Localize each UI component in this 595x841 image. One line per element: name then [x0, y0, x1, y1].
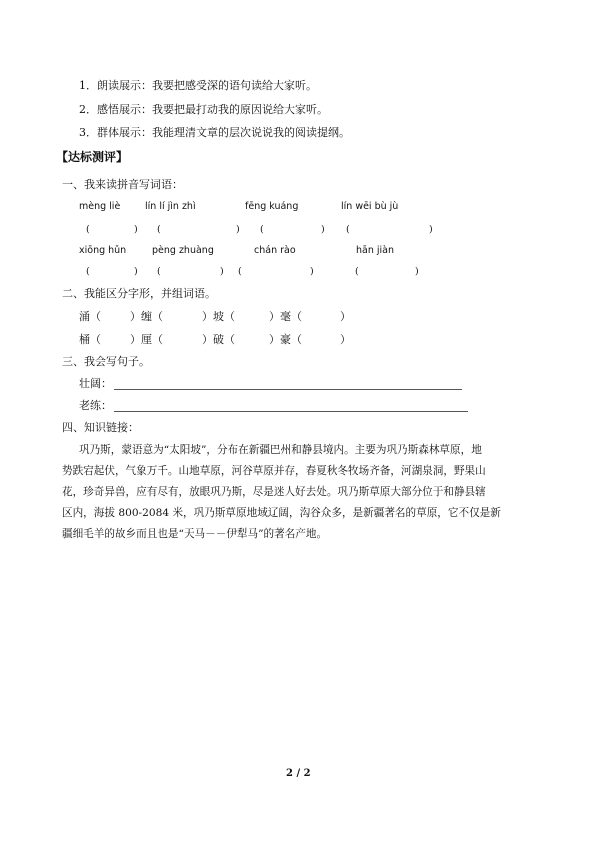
q2-word-3: ）坡（	[202, 310, 235, 323]
answer-blank-close: )	[220, 266, 224, 277]
q2-word-4: ）毫（	[269, 310, 302, 323]
answer-blank-open: (	[260, 224, 264, 235]
q2-word-1: 涌（	[79, 310, 101, 323]
pinyin-3: fēng kuáng	[245, 201, 299, 212]
answer-blank-close: )	[236, 224, 240, 235]
answer-blank-close: )	[429, 224, 433, 235]
paragraph-line-5: 疆细毛羊的故乡而且也是“天马－－伊犁马”的著名产地。	[62, 528, 328, 540]
paragraph-line-4: 区内，海拔 800-2084 米，巩乃斯草原地域辽阔，沟谷众多，是新疆著名的草原，它不仅是新	[62, 507, 501, 519]
sentence-label-2: 老练：	[79, 399, 112, 412]
paragraph-line-2: 势跌宕起伏，气象万千。山地草原，河谷草原并存，春夏秋冬牧场齐备，河湖泉洞，野果山	[62, 465, 486, 477]
pinyin-6: pèng zhuàng	[152, 245, 214, 256]
intro-item-2: 2．感悟展示：我要把最打动我的原因说给大家听。	[79, 103, 328, 116]
section-heading: 【达标测评】	[56, 150, 129, 164]
pinyin-1: mèng liè	[79, 201, 121, 212]
answer-blank-open: (	[355, 266, 359, 277]
q2-close: ）	[340, 333, 351, 346]
pinyin-4: lín wēi bù jù	[341, 201, 399, 212]
pinyin-5: xiōng hǔn	[79, 245, 127, 256]
answer-blank-close: )	[321, 224, 325, 235]
knowledge-paragraph	[62, 440, 501, 545]
q1-title: 一、我来读拼音写词语：	[62, 178, 183, 191]
answer-blank-open: (	[157, 266, 161, 277]
answer-blank-close: )	[415, 266, 419, 277]
q4-title: 四、知识链接：	[62, 421, 139, 434]
answer-blank-open: (	[346, 224, 350, 235]
answer-line-2[interactable]	[114, 411, 468, 412]
pinyin-7: chán rào	[254, 245, 296, 256]
intro-item-1: 1．朗读展示：我要把感受深的语句读给大家听。	[79, 79, 317, 92]
q3-title: 三、我会写句子。	[62, 355, 150, 368]
q2-word-5: 桶（	[79, 333, 101, 346]
intro-item-3: 3．群体展示：我能理清文章的层次说说我的阅读提纲。	[79, 126, 350, 139]
paragraph-line-1: 巩乃斯，蒙语意为“太阳坡”，分布在新疆巴州和静县境内。主要为巩乃斯森林草原，地	[79, 444, 482, 456]
q2-close: ）	[340, 310, 351, 323]
answer-blank-open: (	[238, 266, 242, 277]
sentence-label-1: 壮阔：	[79, 377, 112, 390]
answer-blank-open: (	[86, 266, 90, 277]
page-number: 2 / 2	[286, 768, 311, 779]
answer-blank-close: )	[310, 266, 314, 277]
answer-line-1[interactable]	[114, 389, 462, 390]
paragraph-line-3: 花，珍奇异兽，应有尽有，放眼巩乃斯，尽是迷人好去处。巩乃斯草原大部分位于和静县辖	[62, 486, 486, 498]
answer-blank-close: )	[134, 224, 138, 235]
pinyin-8: hān jiàn	[356, 245, 395, 256]
answer-blank-close: )	[134, 266, 138, 277]
answer-blank-open: (	[157, 224, 161, 235]
q2-title: 二、我能区分字形，并组词语。	[62, 287, 216, 300]
answer-blank-open: (	[86, 224, 90, 235]
q2-word-6: ）厘（	[130, 333, 163, 346]
q2-word-7: ）破（	[202, 333, 235, 346]
q2-word-8: ）豪（	[269, 333, 302, 346]
pinyin-2: lín lí jìn zhì	[145, 201, 196, 212]
q2-word-2: ）缠（	[130, 310, 163, 323]
